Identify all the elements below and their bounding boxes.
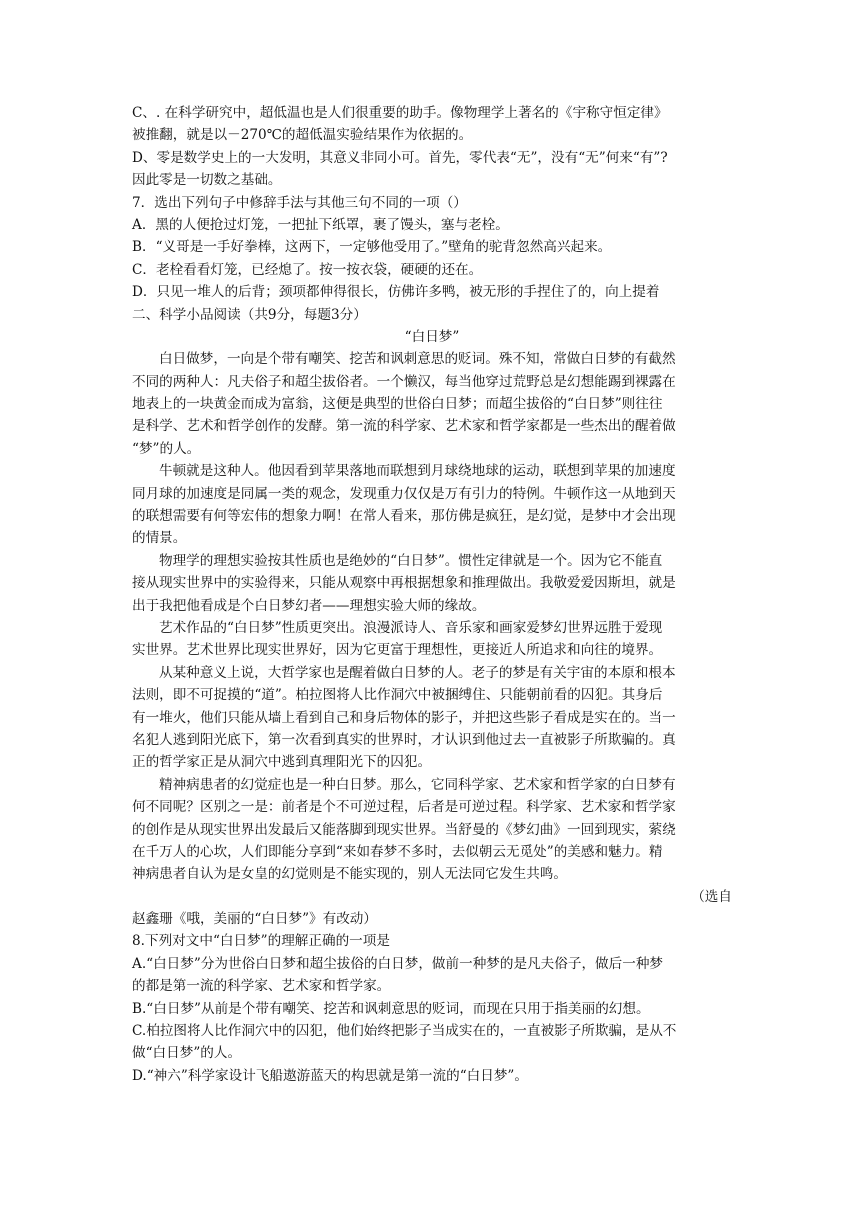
text-line: 何不同呢？区别之一是：前者是个不可逆过程，后者是可逆过程。科学家、艺术家和哲学家 [132, 799, 676, 816]
text-line: 实世界。艺术世界比现实世界好，因为它更富于理想性，更接近人所追求和向往的境界。 [132, 642, 663, 659]
text-line: C、. 在科学研究中，超低温也是人们很重要的助手。像物理学上著名的《宇称守恒定律》 [132, 105, 668, 121]
option-c: C．老栓看看灯笼，已经熄了。按一按衣袋，硬硬的还在。 [132, 261, 483, 278]
text-line: “梦”的人。 [132, 440, 201, 457]
source-note-continued: 赵鑫珊《哦，美丽的“白日梦”》有改动） [132, 911, 377, 928]
option-b: B．“义哥是一手好拳棒，这两下，一定够他受用了。”壁角的驼背忽然高兴起来。 [132, 239, 612, 256]
text-line: 做“白日梦”的人。 [132, 1045, 242, 1062]
document-page [132, 102, 732, 1087]
paragraph-start: 精神病患者的幻觉症也是一种白日梦。那么，它同科学家、艺术家和哲学家的白日梦有 [159, 776, 676, 793]
text-line: 是科学、艺术和哲学创作的发酵。第一流的科学家、艺术家和哲学家都是一些杰出的醒着做 [132, 418, 676, 435]
text-line: 神病患者自认为是女皇的幻觉则是不能实现的，别人无法同它发生共鸣。 [132, 866, 567, 883]
text-line: 地表上的一块黄金而成为富翁，这便是典型的世俗白日梦；而超尘拔俗的“白日梦”则往往 [132, 396, 663, 413]
option-b: B.“白日梦”从前是个带有嘲笑、挖苦和讽刺意思的贬词，而现在只用于指美丽的幻想。 [132, 1000, 650, 1017]
text-line: 的情景。 [132, 530, 187, 547]
paragraph-start: 从某种意义上说，大哲学家也是醒着做白日梦的人。老子的梦是有关宇宙的本原和根本 [159, 664, 676, 681]
option-d: D．只见一堆人的后背；颈项都伸得很长，仿佛许多鸭，被无形的手捏住了的，向上提着 [132, 284, 660, 301]
text-line: 法则，即不可捉摸的“道”。柏拉图将人比作洞穴中被捆缚住、只能朝前看的囚犯。其身后 [132, 687, 663, 704]
option-d: D.“神六”科学家设计飞船遨游蓝天的构思就是第一流的“白日梦”。 [132, 1067, 528, 1084]
option-a: A．黑的人便抢过灯笼，一把扯下纸罩，裹了馒头，塞与老栓。 [132, 216, 509, 233]
paragraph-start: 物理学的理想实验按其性质也是绝妙的“白日梦”。惯性定律就是一个。因为它不能直 [159, 552, 663, 569]
paragraph-start: 白日做梦，一向是个带有嘲笑、挖苦和讽刺意思的贬词。殊不知，常做白日梦的有截然 [159, 351, 676, 368]
question-7-stem: 7．选出下列句子中修辞手法与其他三句不同的一项（） [132, 194, 467, 211]
section-heading: 二、科学小品阅读（共9分，每题3分） [132, 306, 367, 323]
source-note: （选自 [691, 888, 732, 905]
text-line: 的联想需要有何等宏伟的想象力啊！在常人看来，那仿佛是疯狂，是幻觉，是梦中才会出现 [132, 508, 676, 525]
text-line: 不同的两种人：凡夫俗子和超尘拔俗者。一个懒汉，每当他穿过荒野总是幻想能踢到裸露在 [132, 373, 676, 390]
article-title: “白日梦” [404, 328, 460, 345]
text-line: 接从现实世界中的实验得来，只能从观察中再根据想象和推理做出。我敬爱爱因斯坦，就是 [132, 575, 676, 592]
text-line: 出于我把他看成是个白日梦幻者——理想实验大师的缘故。 [132, 597, 486, 614]
option-c: C.柏拉图将人比作洞穴中的囚犯，他们始终把影子当成实在的，一直被影子所欺骗，是从不 [132, 1023, 677, 1040]
option-a: A.“白日梦”分为世俗白日梦和超尘拔俗的白日梦，做前一种梦的是凡夫俗子，做后一种梦 [132, 955, 664, 972]
text-line: 因此零是一切数之基础。 [132, 172, 282, 189]
text-line: D、零是数学史上的一大发明，其意义非同小可。首先，零代表“无”，没有“无”何来“有”? [132, 149, 668, 166]
question-8-stem: 8.下列对文中“白日梦”的理解正确的一项是 [132, 933, 390, 950]
text-line: 被推翻，就是以－270℃的超低温实验结果作为依据的。 [132, 127, 473, 144]
text-line: 正的哲学家正是从洞穴中逃到真理阳光下的囚犯。 [132, 754, 432, 771]
paragraph-start: 艺术作品的“白日梦”性质更突出。浪漫派诗人、音乐家和画家爱梦幻世界远胜于爱现 [159, 619, 663, 636]
text-line: 的创作是从现实世界出发最后又能落脚到现实世界。当舒曼的《梦幻曲》一回到现实，萦绕 [132, 821, 676, 838]
text-line: 的都是第一流的科学家、艺术家和哲学家。 [132, 978, 391, 995]
text-line: 同月球的加速度是同属一类的观念，发现重力仅仅是万有引力的特例。牛顿作这一从地到天 [132, 485, 676, 502]
paragraph-start: 牛顿就是这种人。他因看到苹果落地而联想到月球绕地球的运动，联想到苹果的加速度 [159, 463, 676, 480]
text-line: 在千万人的心坎，人们即能分享到“来如春梦不多时，去似朝云无觅处”的美感和魅力。精 [132, 843, 663, 860]
text-line: 名犯人逃到阳光底下，第一次看到真实的世界时，才认识到他过去一直被影子所欺骗的。真 [132, 731, 676, 748]
text-line: 有一堆火，他们只能从墙上看到自己和身后物体的影子，并把这些影子看成是实在的。当一 [132, 709, 676, 726]
